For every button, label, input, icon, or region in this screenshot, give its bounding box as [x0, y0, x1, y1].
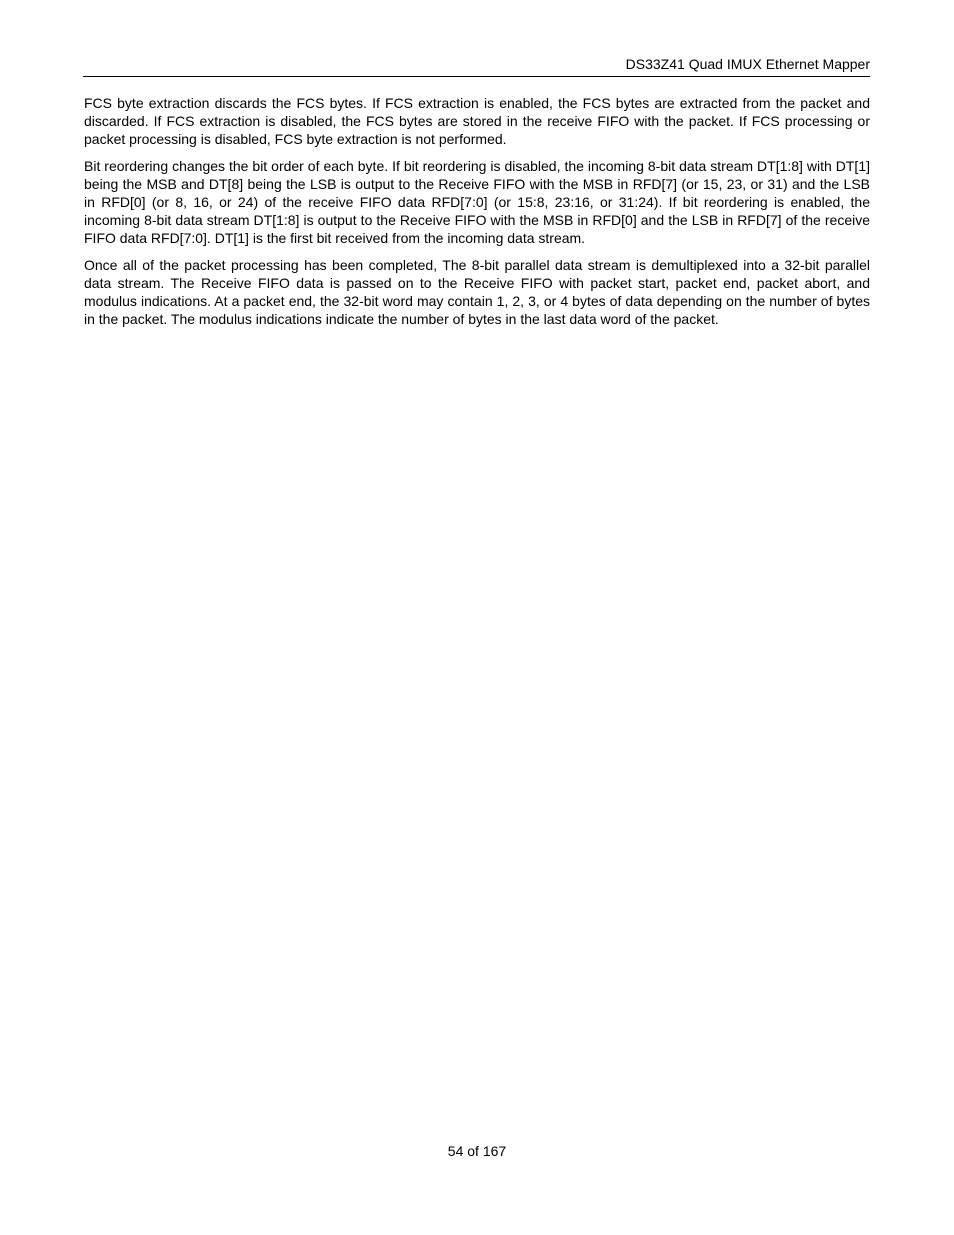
page-number: 54 of 167	[447, 1143, 507, 1159]
paragraph-demultiplexing: Once all of the packet processing has been completed, The 8-bit parallel data stream is demultiplexed into a 32-bit parallel data stream. The Receive FIFO data is passed on to the Receive FIFO with packet start, packet end, packet abort, and modulus indications. At a packet end, the 32-bit word may contain 1, 2, 3, or 4 bytes of data depending on the number of bytes in the packet. The modulus indications indicate the number of bytes in the last data word of the packet.	[84, 257, 870, 327]
document-title: DS33Z41 Quad IMUX Ethernet Mapper	[625, 56, 870, 72]
page-body	[84, 94, 870, 337]
page-header	[83, 55, 870, 77]
paragraph-fcs-extraction: FCS byte extraction discards the FCS bytes. If FCS extraction is enabled, the FCS bytes are extracted from the packet and discarded. If FCS extraction is disabled, the FCS bytes are stored in the receive FIFO with the packet. If FCS processing or packet processing is disabled, FCS byte extraction is not performed.	[84, 95, 870, 147]
paragraph-bit-reordering: Bit reordering changes the bit order of each byte. If bit reordering is disabled, the incoming 8-bit data stream DT[1:8] with DT[1] being the MSB and DT[8] being the LSB is output to the Receive FIFO with the MSB in RFD[7] (or 15, 23, or 31) and the LSB in RFD[0] (or 8, 16, or 24) of the receive FIFO data RFD[7:0] (or 15:8, 23:16, or 31:24). If bit reordering is enabled, the incoming 8-bit data stream DT[1:8] is output to the Receive FIFO with the MSB in RFD[0] and the LSB in RFD[7] of the receive FIFO data RFD[7:0]. DT[1] is the first bit received from the incoming data stream.	[84, 158, 870, 246]
